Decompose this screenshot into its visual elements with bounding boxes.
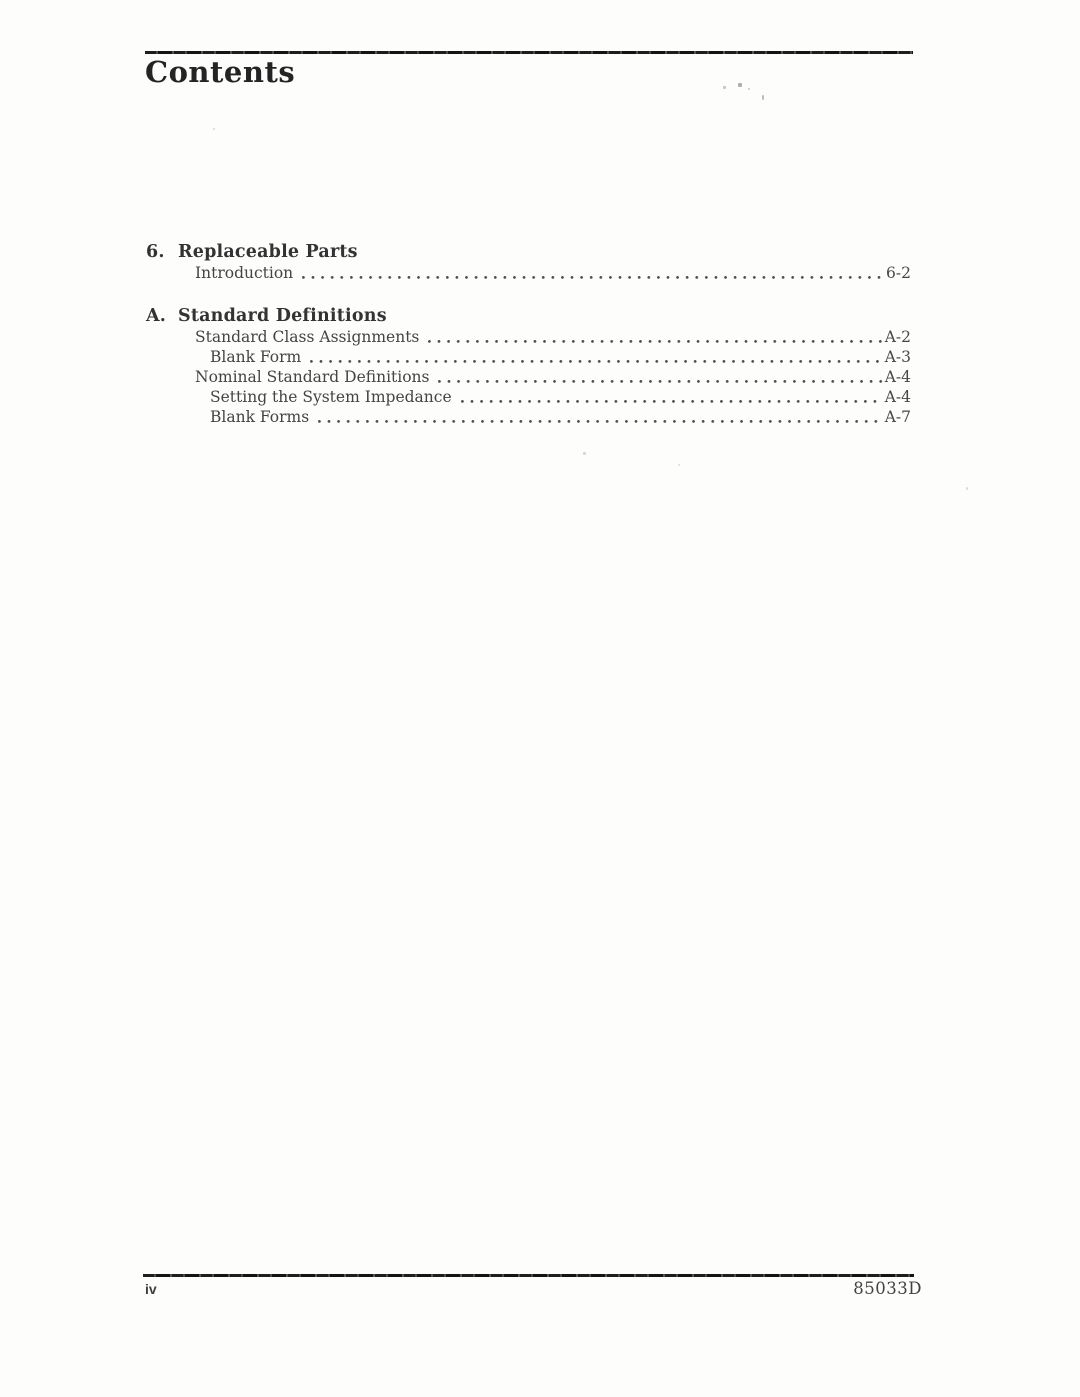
section-number: A.	[146, 306, 167, 326]
toc-entry-page: A-7	[884, 408, 911, 426]
scan-speck	[678, 464, 680, 466]
toc-entry-label: Blank Forms	[210, 408, 310, 426]
section-title: Replaceable Parts	[178, 242, 358, 262]
toc-entry-page: A-3	[884, 348, 911, 366]
toc-entry-label: Setting the System Impedance	[210, 388, 452, 406]
footer-document-number: 85033D	[853, 1279, 922, 1298]
toc-entry-page: A-4	[884, 368, 911, 386]
scan-speck	[213, 128, 215, 130]
scan-speck	[723, 86, 726, 89]
dot-leader	[318, 420, 883, 423]
toc-entry[interactable]	[145, 263, 911, 283]
dot-leader	[438, 380, 882, 383]
footer-rule	[143, 1274, 914, 1277]
scan-speck	[748, 88, 750, 90]
toc-entry-page: A-4	[884, 388, 911, 406]
toc-entry[interactable]	[145, 407, 911, 427]
dot-leader	[461, 400, 883, 403]
toc-entry-label: Introduction	[195, 264, 294, 282]
scan-speck	[966, 487, 968, 490]
dot-leader	[302, 276, 884, 279]
page-title: Contents	[145, 55, 296, 89]
toc-entry-label: Standard Class Assignments	[195, 328, 420, 346]
toc-entry[interactable]	[145, 347, 911, 367]
toc-entry[interactable]	[145, 367, 911, 387]
toc-entry-page: 6-2	[886, 264, 911, 282]
scan-speck	[583, 452, 586, 455]
header-rule	[145, 51, 913, 54]
section-title: Standard Definitions	[178, 306, 387, 326]
scan-speck	[738, 83, 742, 87]
section-number: 6.	[146, 242, 165, 262]
scan-speck	[762, 95, 764, 100]
footer-page-number: iv	[145, 1281, 157, 1297]
toc-entry-label: Nominal Standard Definitions	[195, 368, 430, 386]
toc-entry-page: A-2	[884, 328, 911, 346]
toc-entry[interactable]	[145, 387, 911, 407]
dot-leader	[428, 340, 882, 343]
dot-leader	[310, 360, 882, 363]
toc-entry-label: Blank Form	[210, 348, 302, 366]
toc-entry[interactable]	[145, 327, 911, 347]
